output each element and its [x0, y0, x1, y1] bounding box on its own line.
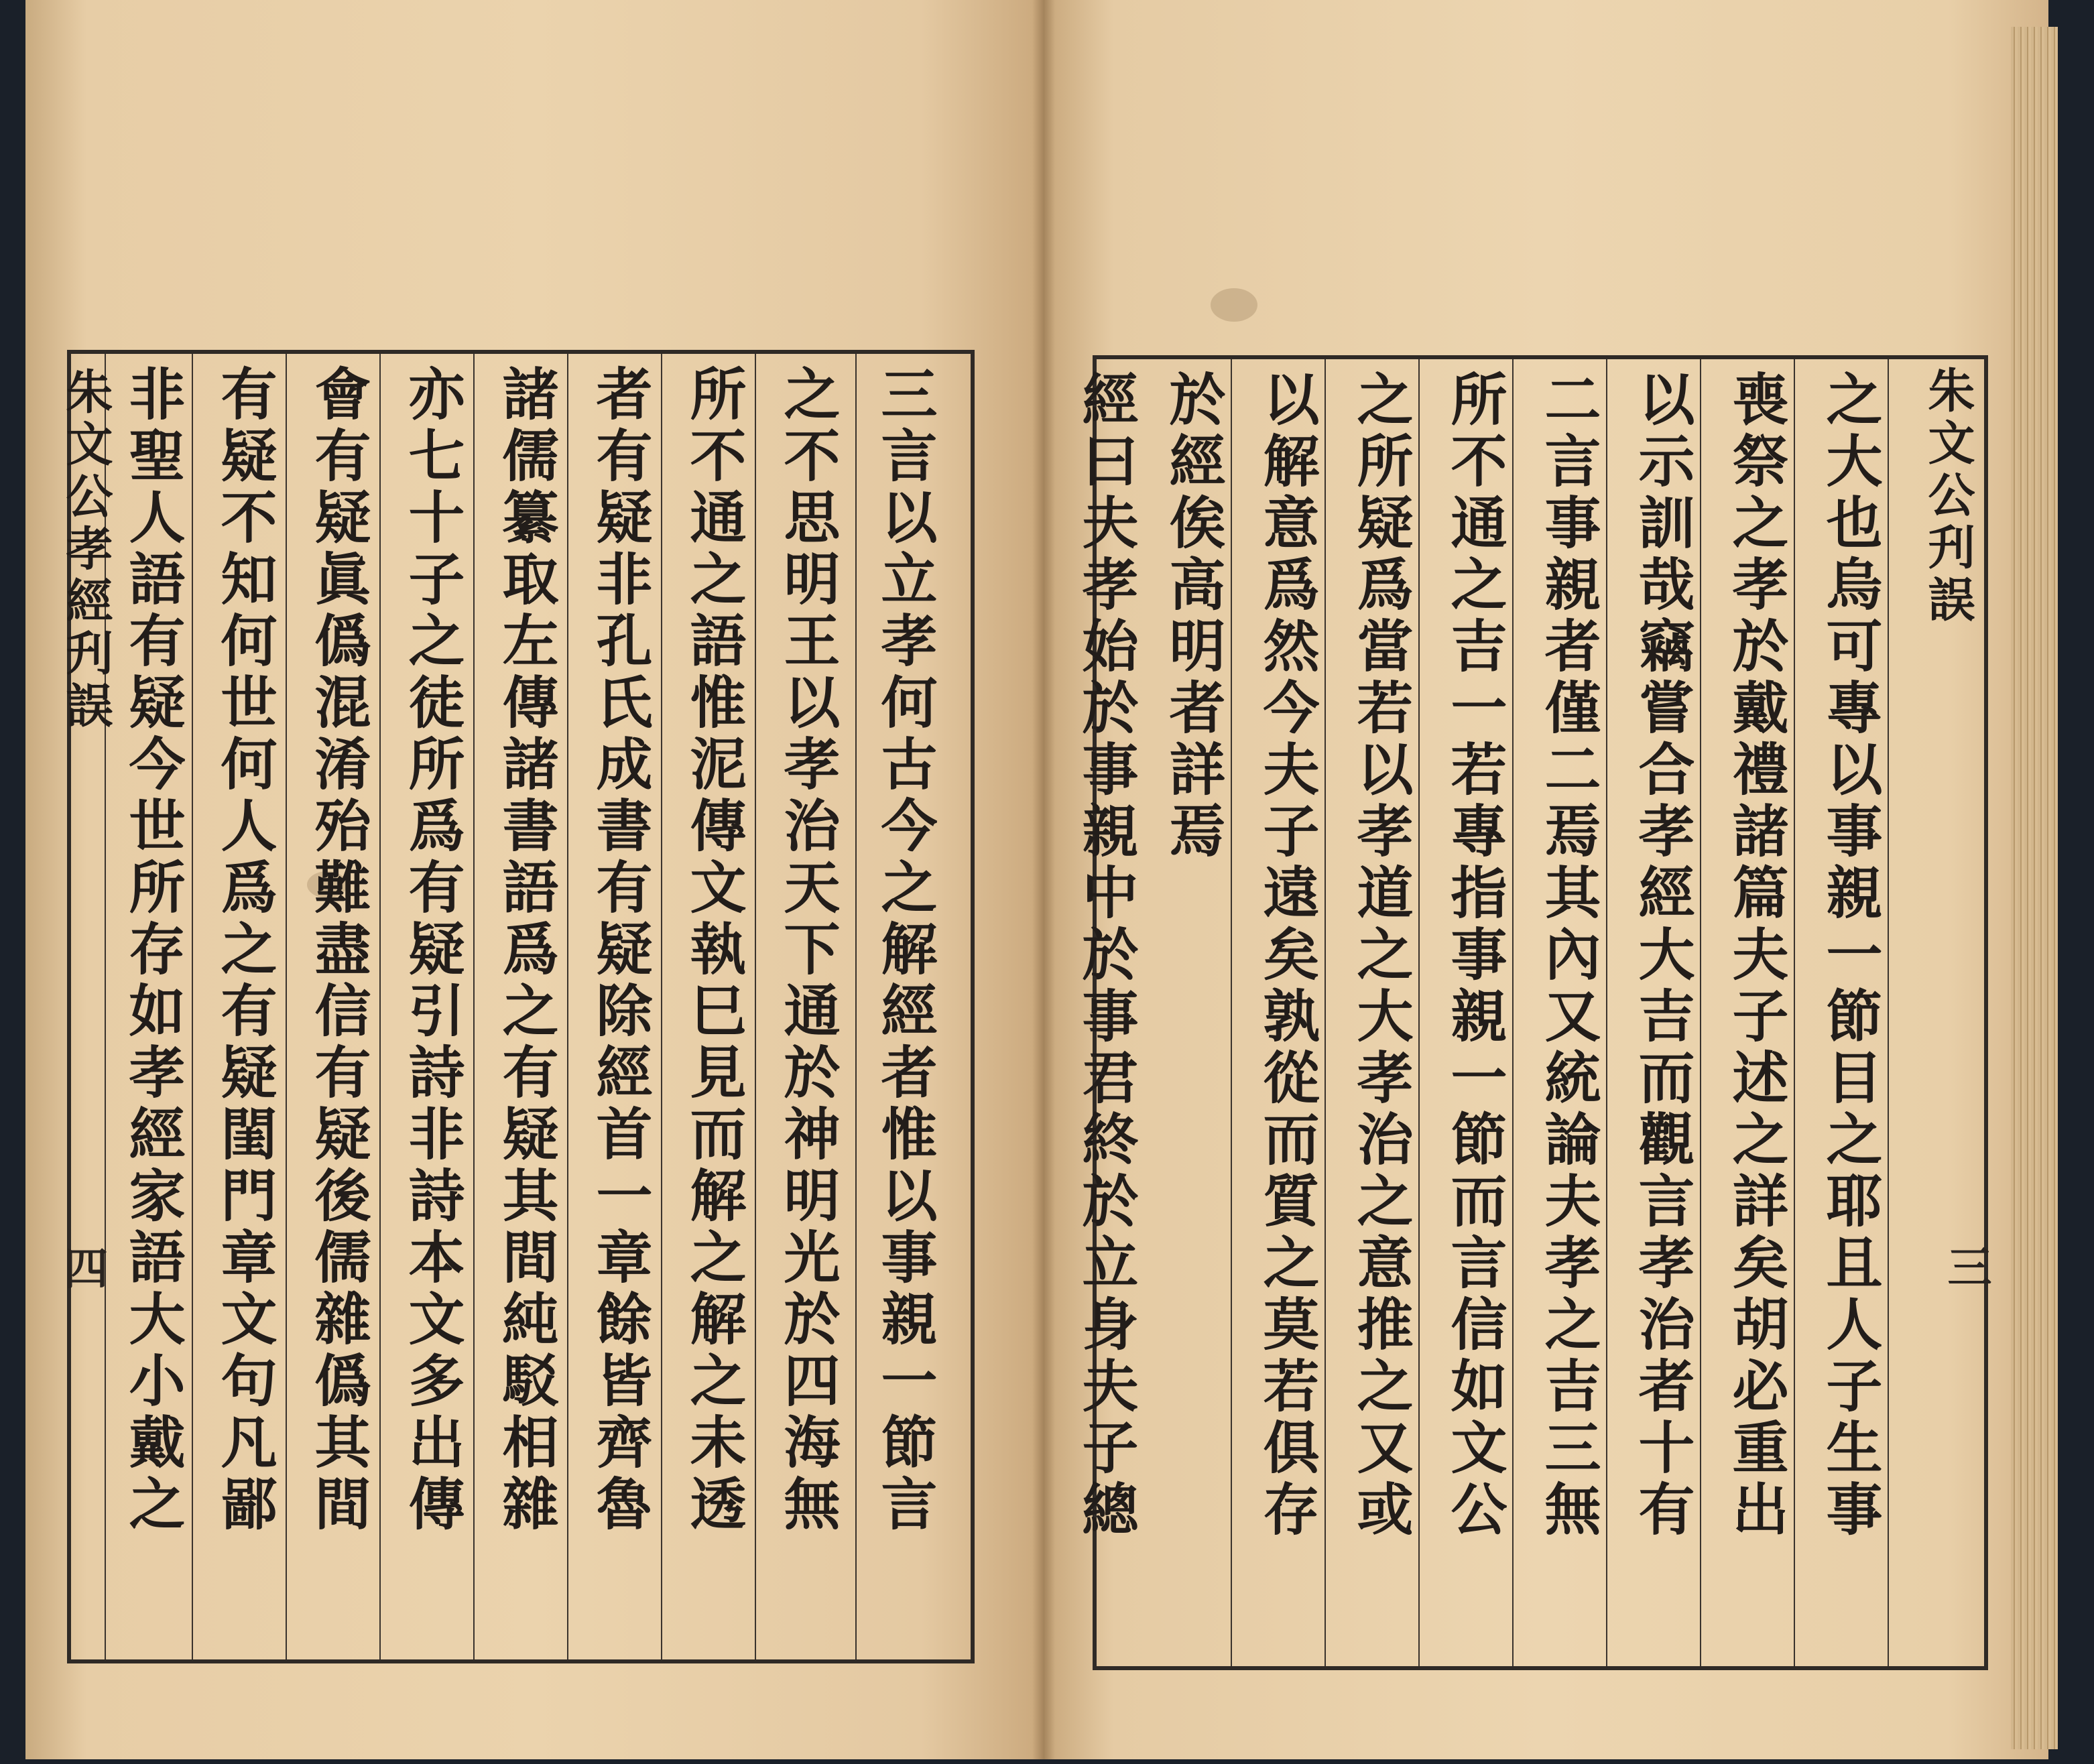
text-column: 會有疑眞僞混淆殆難盡信有疑後儒雜僞其間: [306, 365, 372, 1536]
column-rule: [1231, 359, 1232, 1666]
column-rule: [855, 354, 857, 1659]
text-column: 諸儒纂取左傳諸書語爲之有疑其間純駁相雜: [493, 365, 560, 1536]
text-column: 者有疑非孔氏成書有疑除經首一章餘皆齊魯: [587, 365, 654, 1536]
text-column: 之大也烏可專以事親一節目之耶且人子生事: [1817, 370, 1884, 1541]
page-edges: [2011, 27, 2058, 1749]
text-column: 之所疑爲當若以孝道之大孝治之意推之又或: [1348, 370, 1414, 1541]
right-text-frame: [1073, 355, 1992, 1670]
text-column: 以示訓哉竊嘗合孝經大吉而觀言孝治者十有: [1629, 370, 1696, 1541]
text-column: 二言事親者僅二焉其內又統論夫孝之吉三無: [1536, 370, 1602, 1541]
text-column: 於經俟高明者詳焉: [1160, 370, 1227, 863]
column-rule: [567, 354, 568, 1659]
right-page-number: 三: [1940, 1244, 1992, 1288]
column-rule: [1606, 359, 1607, 1666]
paper-stain: [1211, 288, 1257, 322]
text-column: 非聖人語有疑今世所存如孝經家語大小戴之: [120, 365, 186, 1536]
column-rule: [661, 354, 662, 1659]
text-column: 經曰夫孝始於事親中於事君終於立身夫子總: [1073, 370, 1140, 1541]
text-column: 之不思明王以孝治天下通於神明光於四海無: [775, 365, 841, 1536]
left-page-number: 四: [56, 1245, 109, 1289]
column-rule: [755, 354, 756, 1659]
column-rule: [1700, 359, 1701, 1666]
text-column: 所不通之吉一若專指事親一節而言信如文公: [1442, 370, 1508, 1541]
text-column: 所不通之語惟泥傳文執巳見而解之解之未透: [681, 365, 747, 1536]
book-spine: [1032, 0, 1055, 1759]
column-rule: [379, 354, 381, 1659]
column-rule: [1794, 359, 1795, 1666]
text-column: 喪祭之孝於戴禮諸篇夫子述之詳矣胡必重出: [1723, 370, 1790, 1541]
text-column: 三言以立孝何古今之解經者惟以事親一節言: [872, 365, 938, 1536]
left-text-frame: [56, 350, 975, 1663]
column-rule: [1888, 359, 1889, 1666]
text-column: 亦七十子之徒所爲有疑引詩非詩本文多出傳: [399, 365, 466, 1536]
column-rule: [1325, 359, 1326, 1666]
column-rule: [473, 354, 475, 1659]
column-rule: [1418, 359, 1420, 1666]
right-page-header: 朱文公刋誤: [1920, 366, 1976, 627]
text-column: 有疑不知何世何人爲之有疑閨門章文句凡鄙: [212, 365, 278, 1536]
column-rule: [1512, 359, 1514, 1666]
text-column: 以解意爲然今夫子遠矣孰從而質之莫若俱存: [1254, 370, 1320, 1541]
column-rule: [192, 354, 193, 1659]
column-rule: [286, 354, 287, 1659]
left-page-header: 朱文公孝經刋誤: [58, 367, 114, 733]
